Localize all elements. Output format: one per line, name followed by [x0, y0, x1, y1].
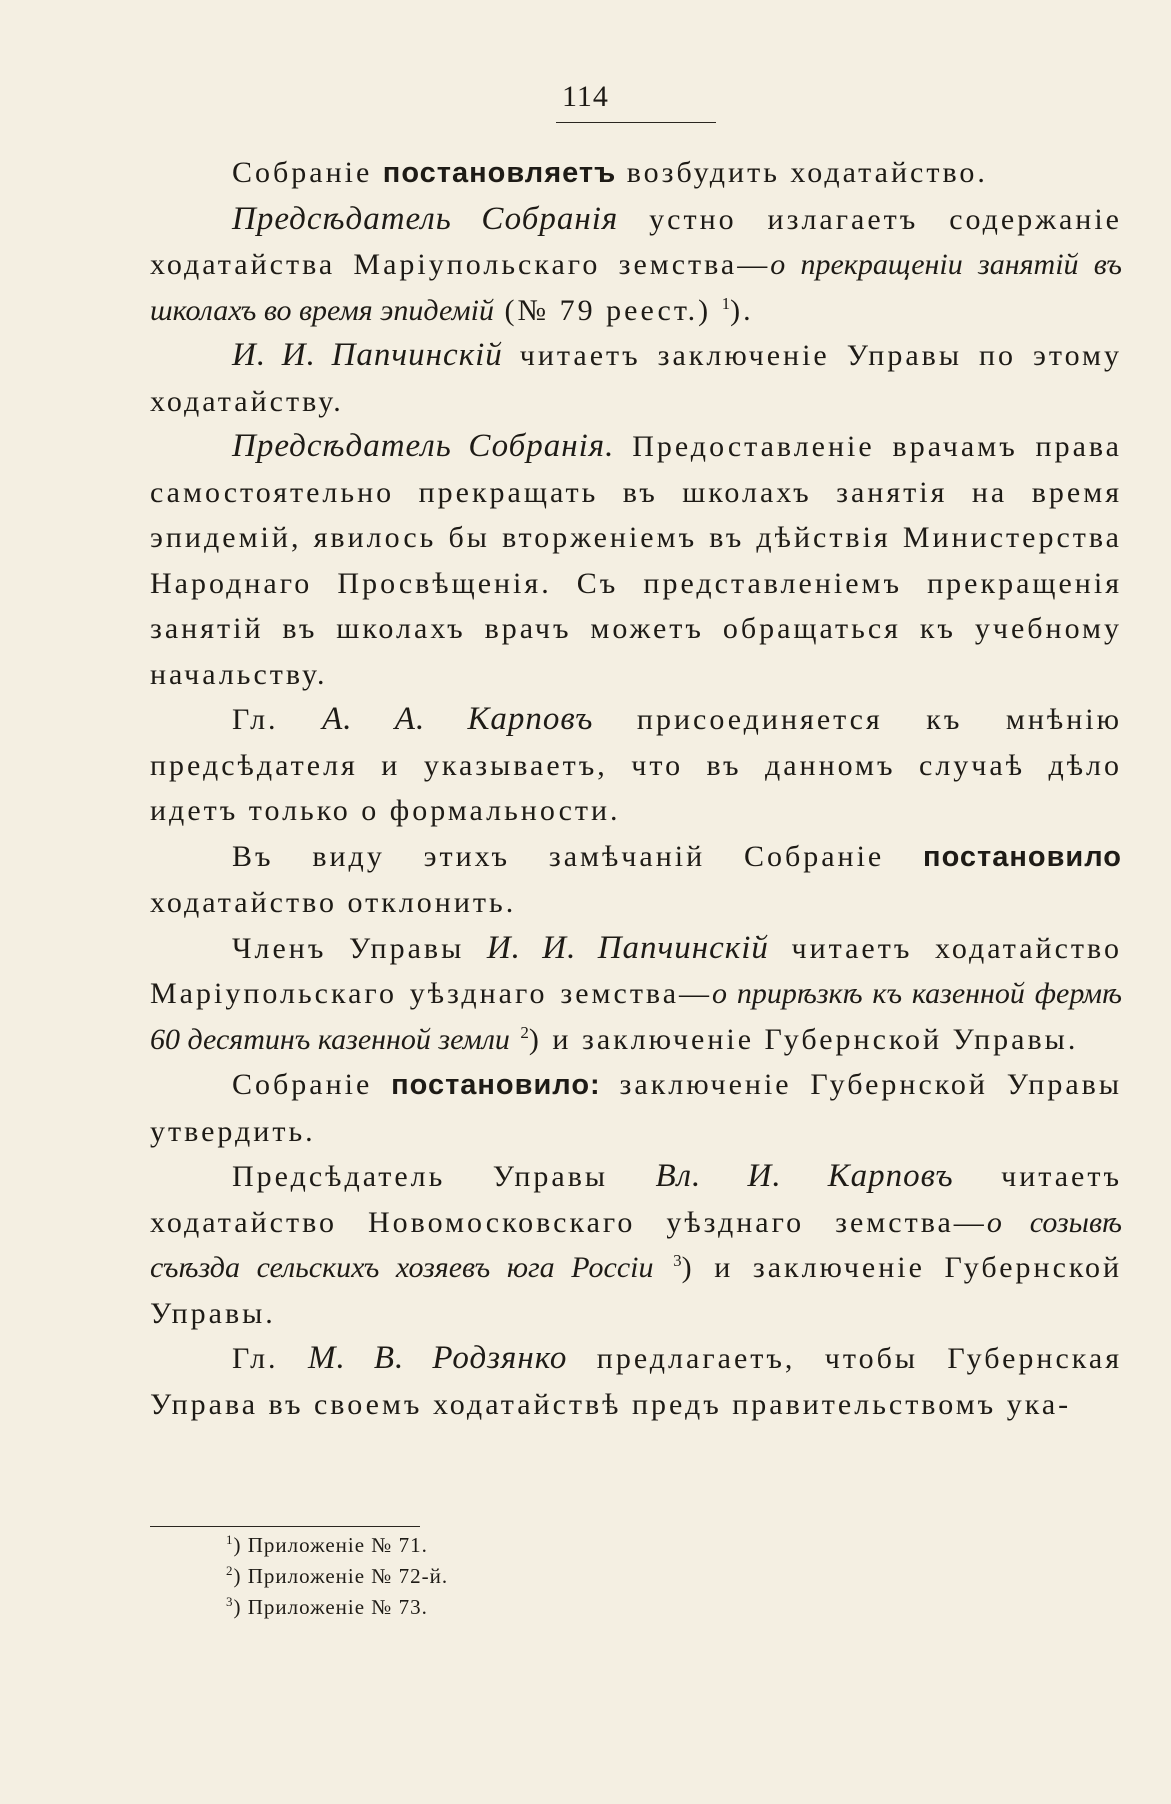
footnote: [226, 1530, 448, 1561]
paragraph-p8: [150, 1062, 1122, 1154]
footnote-ref: 3: [673, 1251, 682, 1270]
speaker-name: М. В. Родзянко: [307, 1340, 568, 1376]
header-rule: [556, 122, 716, 123]
paragraph-p5: [150, 697, 1122, 834]
resolution-word: постановило: [923, 840, 1122, 873]
main-text: [150, 150, 1122, 1427]
paragraph-p10: [150, 1336, 1122, 1427]
footnote-ref: 2: [520, 1022, 529, 1042]
text-run: ходатайство отклонить.: [150, 886, 517, 919]
page-number: 114: [562, 80, 609, 113]
text-run: Предсѣдатель Управы: [232, 1160, 656, 1193]
text-run: Гл.: [232, 703, 323, 736]
text-run: читаетъ ходатайство Маріупольскаго уѣзднаго земства—: [150, 931, 1122, 1010]
text-run: Предоставленіе врачамъ права самостоятельно прекращать въ школахъ занятія на время эпидемій, явилось бы вторженіемъ въ дѣйствія Министерства Народнаго Просвѣщенія. Съ представленіемъ прекращенія занятій въ школахъ врачъ можетъ обращаться къ учебному начальству.: [150, 430, 1122, 691]
petition-subject: о прекращеніи занятій въ школахъ во время эпидемій: [150, 248, 1122, 327]
footnote: [226, 1592, 448, 1623]
text-run: Собраніе: [232, 1068, 392, 1101]
text-run: читаетъ ходатайство Новомосковскаго уѣзднаго земства—: [150, 1160, 1122, 1239]
paragraph-p9: [150, 1154, 1122, 1336]
speaker-name: А. А. Карповъ: [322, 701, 594, 737]
text-run: читаетъ заключеніе Управы по этому ходатайству.: [150, 339, 1122, 418]
text-run: Въ виду этихъ замѣчаній Собраніе: [232, 839, 924, 873]
footnotes: [226, 1530, 448, 1623]
text-run: Собраніе: [232, 156, 383, 189]
petition-subject: о созывѣ съѣзда сельскихъ хозяевъ юга Россіи: [150, 1205, 1122, 1284]
paragraph-p4: [150, 424, 1122, 697]
paragraph-p6: [150, 834, 1122, 926]
footnote-text: ) Приложеніе № 72-й.: [233, 1564, 449, 1588]
speaker-name: И. И. Папчинскій: [232, 337, 503, 373]
speaker-name: Предсѣдатель Собранія.: [232, 428, 615, 464]
text-run: ) и заключеніе Губернской Управы.: [150, 1251, 1123, 1330]
text-run: [654, 1251, 674, 1284]
footnote-mark: 2: [226, 1563, 234, 1578]
speaker-name: Вл. И. Карповъ: [655, 1158, 954, 1194]
text-run: ) и заключеніе Губернской Управы.: [528, 1022, 1079, 1056]
resolution-word: постановляетъ: [382, 157, 617, 189]
footnote-ref: 1: [721, 293, 731, 313]
petition-subject: о прирѣзкѣ къ казенной фермѣ 60 десятинъ казенной земли: [150, 977, 1122, 1056]
text-run: ).: [730, 293, 754, 327]
speaker-name: И. И. Папчинскій: [486, 929, 769, 966]
text-run: (№ 79 реест.): [494, 293, 722, 327]
text-run: присоединяется къ мнѣнію предсѣдателя и указываетъ, что въ данномъ случаѣ дѣло идетъ только о формальности.: [150, 703, 1122, 827]
footnote-text: ) Приложеніе № 71.: [233, 1533, 428, 1557]
paragraph-p1: [150, 150, 1122, 197]
text-run: устно излагаетъ содержаніе ходатайства Маріупольскаго земства—: [150, 202, 1122, 281]
text-run: Гл.: [232, 1342, 308, 1375]
speaker-name: Предсѣдатель Собранія: [232, 200, 619, 237]
footnote: [226, 1561, 448, 1592]
text-run: заключеніе Губернской Управы утвердить.: [150, 1068, 1122, 1148]
text-run: [510, 1023, 521, 1056]
text-run: предлагаетъ, чтобы Губернская Управа въ своемъ ходатайствѣ предъ правительствомъ ука-: [150, 1342, 1123, 1421]
paragraph-p2: [150, 197, 1122, 334]
resolution-word: постановило:: [391, 1069, 601, 1101]
text-run: возбудить ходатайство.: [616, 156, 988, 189]
footnote-mark: 3: [226, 1594, 234, 1609]
paragraph-p7: [150, 926, 1122, 1063]
paragraph-p3: [150, 333, 1122, 424]
footnote-mark: 1: [226, 1532, 234, 1547]
text-run: Членъ Управы: [232, 931, 487, 965]
footnote-text: ) Приложеніе № 73.: [233, 1595, 428, 1619]
footnote-rule: [150, 1526, 420, 1527]
